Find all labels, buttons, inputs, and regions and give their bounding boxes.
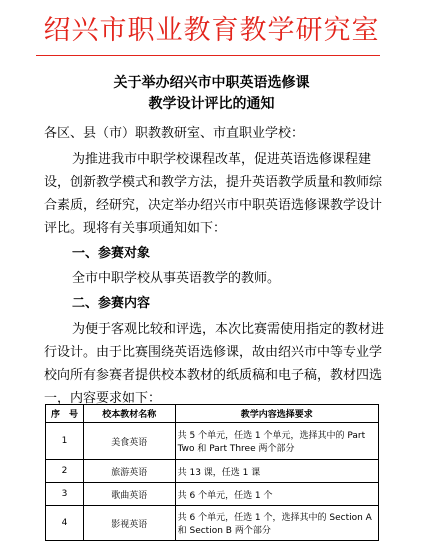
section1-heading: 一、参赛对象 [72, 246, 151, 261]
cell-req: 共 6 个单元，任选 1 个 [175, 483, 378, 506]
notice-title-line1: 关于举办绍兴市中职英语选修课 [113, 75, 310, 91]
notice-title-line2: 教学设计评比的通知 [148, 96, 275, 112]
salutation: 各区、县（市）职教教研室、市直职业学校： [44, 126, 305, 141]
section2-heading: 二、参赛内容 [72, 296, 151, 311]
col-header-req: 教学内容选择要求 [175, 405, 378, 423]
section1-body: 全市中职学校从事英语教学的教师。 [72, 271, 281, 286]
cell-name: 歌曲英语 [83, 483, 175, 506]
cell-name: 旅游英语 [83, 460, 175, 483]
textbook-table [45, 404, 379, 541]
section2-line-2: 行设计。由于比赛围绕英语选修课，故由绍兴市中等专业学 [44, 345, 383, 360]
intro-line-2: 设，创新教学模式和教学方法，提升英语教学质量和教师综 [44, 175, 383, 190]
cell-no: 1 [46, 423, 84, 460]
cell-req: 共 5 个单元，任选 1 个单元，选择其中的 Part Two 和 Part Three 两个部分 [175, 423, 378, 460]
intro-line-1: 为推进我市中职学校课程改革，促进英语选修课程建 [72, 152, 372, 167]
cell-name: 影视英语 [83, 506, 175, 541]
section2-line-3: 校向所有参赛者提供校本教材的纸质稿和电子稿，教材四选 [44, 368, 383, 383]
cell-req: 共 6 个单元，任选 1 个，选择其中的 Section A 和 Section B 两个部分 [175, 506, 378, 541]
table-row [46, 483, 379, 506]
section2-line-1: 为便于客观比较和评选，本次比赛需使用指定的教材进 [72, 322, 385, 337]
col-header-no: 序 号 [46, 405, 84, 423]
cell-name: 美食英语 [83, 423, 175, 460]
table-row [46, 506, 379, 541]
table-row [46, 460, 379, 483]
org-name: 绍兴市职业教育教学研究室 [43, 15, 380, 46]
header-divider [36, 55, 380, 56]
cell-no: 4 [46, 506, 84, 541]
cell-no: 2 [46, 460, 84, 483]
cell-no: 3 [46, 483, 84, 506]
cell-req: 共 13 课，任选 1 课 [175, 460, 378, 483]
col-header-name: 校本教材名称 [83, 405, 175, 423]
intro-line-4: 评比。现将有关事项通知如下： [44, 221, 227, 236]
table-row [46, 423, 379, 460]
table-header-row [46, 405, 379, 423]
intro-line-3: 合素质，经研究，决定举办绍兴市中职英语选修课教学设计 [44, 198, 383, 213]
section2-line-4: 一，内容要求如下： [44, 391, 162, 406]
